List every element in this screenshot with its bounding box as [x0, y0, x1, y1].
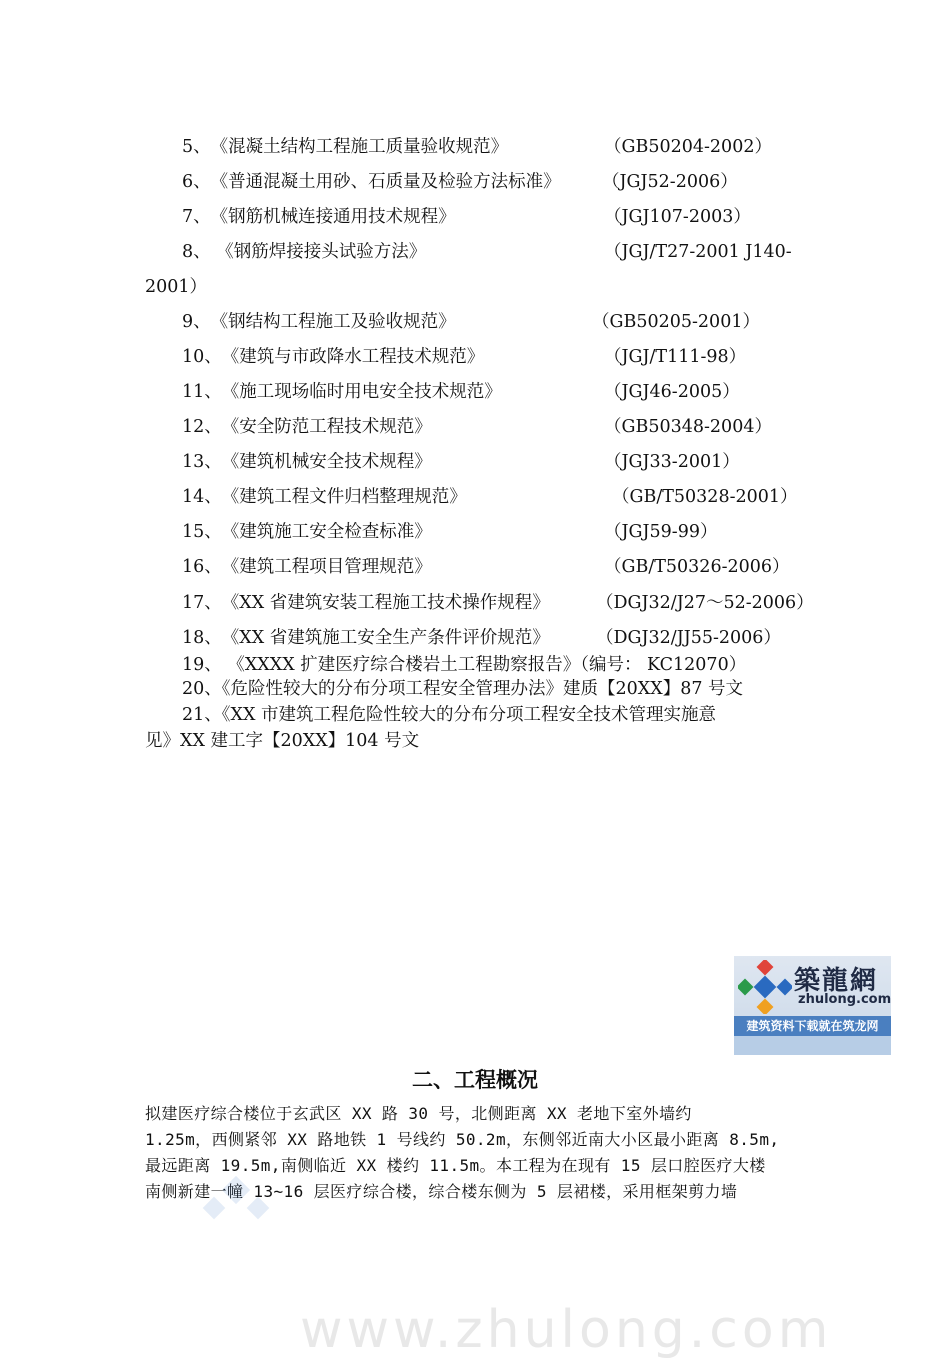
reference-title: 《建筑工程文件归档整理规范》: [221, 487, 467, 507]
watermark-text: www.zhulong.com: [300, 1300, 833, 1360]
reference-title: 《建筑与市政降水工程技术规范》: [221, 347, 485, 367]
logo-domain: zhulong.com: [798, 992, 892, 1007]
reference-title: 《施工现场临时用电安全技术规范》: [221, 382, 502, 402]
reference-title: 《建筑工程项目管理规范》: [221, 557, 432, 577]
reference-number: 14、: [182, 487, 222, 507]
paragraph-line: 南侧新建一幢 13~16 层医疗综合楼，综合楼东侧为 5 层裙楼，采用框架剪力墙: [145, 1182, 738, 1201]
reference-number: 12、: [182, 417, 222, 437]
zhulong-snowflake-icon: [738, 960, 792, 1014]
reference-item: [182, 521, 718, 543]
reference-number: 18、: [182, 628, 222, 648]
reference-number: 6、: [182, 172, 211, 192]
reference-code: （JGJ52-2006）: [602, 172, 738, 192]
reference-title: 《钢筋机械连接通用技术规程》: [210, 207, 456, 227]
reference-item: [182, 241, 792, 263]
reference-title: 《建筑施工安全检查标准》: [221, 522, 432, 542]
reference-number: 10、: [182, 347, 222, 367]
reference-code: （JGJ46-2005）: [604, 382, 740, 402]
reference-item: [182, 627, 781, 649]
watermark-logo-icon: [196, 1175, 276, 1235]
logo-chinese-name: 築龍網: [794, 966, 879, 996]
reference-code: （JGJ33-2001）: [604, 452, 740, 472]
reference-item: [182, 451, 740, 473]
reference-title: 《钢结构工程施工及验收规范》: [210, 312, 456, 332]
reference-item: [182, 486, 798, 508]
reference-title: 《XX 省建筑安装工程施工技术操作规程》: [221, 593, 550, 613]
reference-8-continuation: 2001）: [145, 277, 208, 297]
reference-item: [182, 556, 790, 578]
reference-title: 《普通混凝土用砂、石质量及检验方法标准》: [210, 172, 561, 192]
reference-21-line1: 21、《XX 市建筑工程危险性较大的分布分项工程安全技术管理实施意: [182, 705, 716, 725]
zhulong-logo: [734, 956, 891, 1055]
reference-item: [182, 592, 814, 614]
paragraph-line: 1.25m，西侧紧邻 XX 路地铁 1 号线约 50.2m，东侧邻近南大小区最小距离 8.5m,: [145, 1130, 780, 1149]
reference-title: 《安全防范工程技术规范》: [221, 417, 432, 437]
reference-number: 11、: [182, 382, 222, 402]
reference-number: 7、: [182, 207, 211, 227]
reference-title: 《建筑机械安全技术规程》: [221, 452, 432, 472]
reference-item: [182, 346, 747, 368]
reference-21-line2: 见》XX 建工字【20XX】104 号文: [145, 731, 420, 751]
reference-title: 《钢筋焊接接头试验方法》: [210, 242, 427, 262]
reference-number: 16、: [182, 557, 222, 577]
reference-item: [182, 136, 772, 158]
reference-number: 9、: [182, 312, 211, 332]
reference-number: 8、: [182, 242, 211, 262]
logo-bottom-band: [734, 1036, 891, 1055]
paragraph-line: 拟建医疗综合楼位于玄武区 XX 路 30 号，北侧距离 XX 老地下室外墙约: [145, 1104, 692, 1123]
paragraph-line: 最远距离 19.5m,南侧临近 XX 楼约 11.5m。本工程为在现有 15 层口腔医疗大楼: [145, 1156, 766, 1175]
reference-code: （GB/T50326-2006）: [604, 557, 790, 577]
reference-item: [182, 171, 738, 193]
reference-number: 17、: [182, 593, 222, 613]
reference-19: 19、 《XXXX 扩建医疗综合楼岩土工程勘察报告》（编号： KC12070）: [182, 655, 747, 675]
reference-code: （GB/T50328-2001）: [612, 487, 798, 507]
section-heading: 二、工程概况: [412, 1068, 538, 1092]
logo-slogan: 建筑资料下载就在筑龙网: [734, 1016, 891, 1036]
reference-code: （GB50204-2002）: [604, 137, 772, 157]
reference-item: [182, 311, 760, 333]
reference-title: 《XX 省建筑施工安全生产条件评价规范》: [221, 628, 550, 648]
reference-item: [182, 416, 772, 438]
reference-code: （GB50348-2004）: [604, 417, 772, 437]
reference-20: 20、《危险性较大的分布分项工程安全管理办法》建质【20XX】87 号文: [182, 679, 744, 699]
reference-code: （DGJ32/J27～52-2006）: [596, 593, 814, 613]
reference-item: [182, 206, 751, 228]
reference-code: （GB50205-2001）: [592, 312, 760, 332]
reference-number: 15、: [182, 522, 222, 542]
reference-code: （DGJ32/JJ55-2006）: [596, 628, 781, 648]
reference-code: （JGJ59-99）: [604, 522, 718, 542]
reference-code: （JGJ/T27-2001 J140-: [604, 242, 792, 262]
reference-code: （JGJ/T111-98）: [604, 347, 747, 367]
reference-number: 13、: [182, 452, 222, 472]
reference-item: [182, 381, 740, 403]
reference-number: 5、: [182, 137, 211, 157]
reference-code: （JGJ107-2003）: [604, 207, 751, 227]
reference-title: 《混凝土结构工程施工质量验收规范》: [210, 137, 509, 157]
